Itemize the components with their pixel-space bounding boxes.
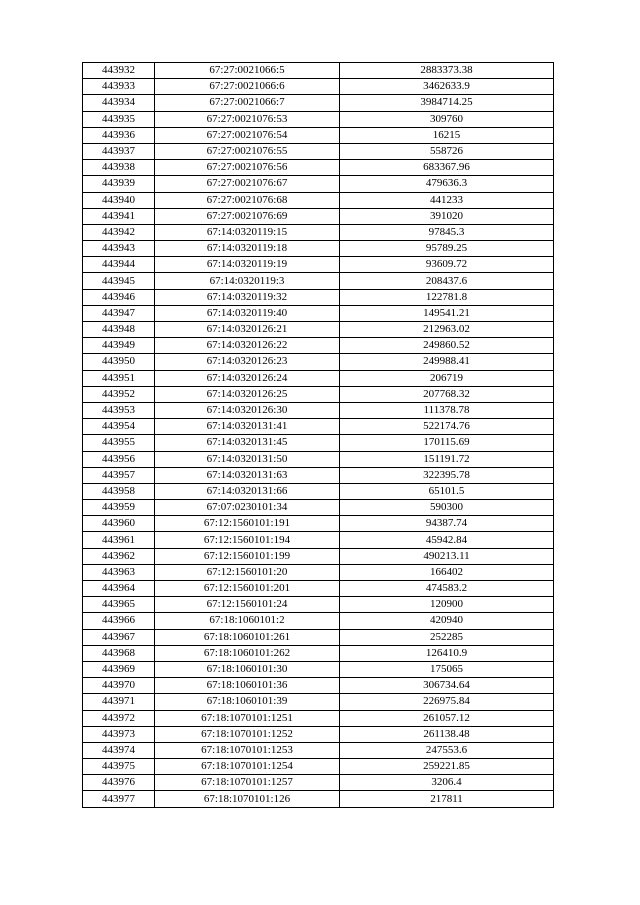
table-row: [83, 79, 554, 95]
cadastral-number-cell: 67:18:1070101:126: [155, 791, 340, 807]
value-cell: 65101.5: [340, 483, 554, 499]
cadastral-number-cell: 67:27:0021076:54: [155, 127, 340, 143]
row-number-cell: 443968: [83, 645, 155, 661]
table-row: [83, 208, 554, 224]
cadastral-number-cell: 67:14:0320119:19: [155, 257, 340, 273]
table-row: [83, 95, 554, 111]
table-row: [83, 257, 554, 273]
cadastral-number-cell: 67:14:0320119:3: [155, 273, 340, 289]
row-number-cell: 443942: [83, 224, 155, 240]
row-number-cell: 443958: [83, 483, 155, 499]
value-cell: 206719: [340, 370, 554, 386]
value-cell: 170115.69: [340, 435, 554, 451]
cadastral-number-cell: 67:27:0021076:67: [155, 176, 340, 192]
value-cell: 2883373.38: [340, 63, 554, 79]
table-row: [83, 160, 554, 176]
value-cell: 16215: [340, 127, 554, 143]
value-cell: 120900: [340, 597, 554, 613]
row-number-cell: 443960: [83, 516, 155, 532]
table-row: [83, 176, 554, 192]
table-row: [83, 322, 554, 338]
cadastral-value-table: [82, 62, 554, 808]
row-number-cell: 443966: [83, 613, 155, 629]
table-row: [83, 370, 554, 386]
value-cell: 217811: [340, 791, 554, 807]
value-cell: 391020: [340, 208, 554, 224]
row-number-cell: 443935: [83, 111, 155, 127]
cadastral-number-cell: 67:27:0021076:69: [155, 208, 340, 224]
row-number-cell: 443963: [83, 564, 155, 580]
value-cell: 111378.78: [340, 402, 554, 418]
cadastral-number-cell: 67:18:1070101:1252: [155, 726, 340, 742]
value-cell: 558726: [340, 143, 554, 159]
row-number-cell: 443946: [83, 289, 155, 305]
value-cell: 97845.3: [340, 224, 554, 240]
value-cell: 261057.12: [340, 710, 554, 726]
value-cell: 306734.64: [340, 678, 554, 694]
cadastral-number-cell: 67:12:1560101:24: [155, 597, 340, 613]
row-number-cell: 443955: [83, 435, 155, 451]
row-number-cell: 443959: [83, 500, 155, 516]
row-number-cell: 443972: [83, 710, 155, 726]
cadastral-number-cell: 67:14:0320131:66: [155, 483, 340, 499]
row-number-cell: 443944: [83, 257, 155, 273]
table-row: [83, 516, 554, 532]
row-number-cell: 443932: [83, 63, 155, 79]
row-number-cell: 443974: [83, 742, 155, 758]
table-row: [83, 305, 554, 321]
value-cell: 3206.4: [340, 775, 554, 791]
value-cell: 683367.96: [340, 160, 554, 176]
value-cell: 212963.02: [340, 322, 554, 338]
row-number-cell: 443934: [83, 95, 155, 111]
row-number-cell: 443969: [83, 661, 155, 677]
value-cell: 309760: [340, 111, 554, 127]
cadastral-number-cell: 67:27:0021076:53: [155, 111, 340, 127]
row-number-cell: 443977: [83, 791, 155, 807]
row-number-cell: 443933: [83, 79, 155, 95]
row-number-cell: 443970: [83, 678, 155, 694]
row-number-cell: 443943: [83, 241, 155, 257]
cadastral-number-cell: 67:12:1560101:194: [155, 532, 340, 548]
row-number-cell: 443952: [83, 386, 155, 402]
row-number-cell: 443949: [83, 338, 155, 354]
table-row: [83, 386, 554, 402]
row-number-cell: 443967: [83, 629, 155, 645]
value-cell: 259221.85: [340, 759, 554, 775]
cadastral-number-cell: 67:14:0320126:24: [155, 370, 340, 386]
row-number-cell: 443937: [83, 143, 155, 159]
row-number-cell: 443941: [83, 208, 155, 224]
table-row: [83, 467, 554, 483]
value-cell: 420940: [340, 613, 554, 629]
table-row: [83, 483, 554, 499]
value-cell: 94387.74: [340, 516, 554, 532]
value-cell: 166402: [340, 564, 554, 580]
table-row: [83, 694, 554, 710]
table-row: [83, 435, 554, 451]
cadastral-number-cell: 67:14:0320131:41: [155, 419, 340, 435]
value-cell: 474583.2: [340, 581, 554, 597]
cadastral-number-cell: 67:14:0320126:21: [155, 322, 340, 338]
table-row: [83, 338, 554, 354]
value-cell: 490213.11: [340, 548, 554, 564]
cadastral-number-cell: 67:12:1560101:191: [155, 516, 340, 532]
cadastral-number-cell: 67:12:1560101:199: [155, 548, 340, 564]
row-number-cell: 443953: [83, 402, 155, 418]
table-row: [83, 451, 554, 467]
value-cell: 175065: [340, 661, 554, 677]
table-row: [83, 273, 554, 289]
row-number-cell: 443962: [83, 548, 155, 564]
table-row: [83, 192, 554, 208]
document-page: [82, 62, 553, 808]
row-number-cell: 443976: [83, 775, 155, 791]
row-number-cell: 443971: [83, 694, 155, 710]
cadastral-number-cell: 67:12:1560101:201: [155, 581, 340, 597]
table-row: [83, 645, 554, 661]
cadastral-number-cell: 67:27:0021066:5: [155, 63, 340, 79]
table-row: [83, 241, 554, 257]
table-row: [83, 613, 554, 629]
row-number-cell: 443965: [83, 597, 155, 613]
value-cell: 122781.8: [340, 289, 554, 305]
table-row: [83, 564, 554, 580]
table-row: [83, 629, 554, 645]
cadastral-number-cell: 67:14:0320119:32: [155, 289, 340, 305]
row-number-cell: 443938: [83, 160, 155, 176]
cadastral-number-cell: 67:14:0320126:22: [155, 338, 340, 354]
cadastral-number-cell: 67:18:1070101:1253: [155, 742, 340, 758]
value-cell: 95789.25: [340, 241, 554, 257]
value-cell: 261138.48: [340, 726, 554, 742]
table-row: [83, 548, 554, 564]
table-row: [83, 775, 554, 791]
value-cell: 441233: [340, 192, 554, 208]
cadastral-number-cell: 67:27:0021076:68: [155, 192, 340, 208]
value-cell: 322395.78: [340, 467, 554, 483]
cadastral-number-cell: 67:14:0320119:40: [155, 305, 340, 321]
cadastral-number-cell: 67:18:1070101:1254: [155, 759, 340, 775]
cadastral-number-cell: 67:27:0021066:7: [155, 95, 340, 111]
row-number-cell: 443939: [83, 176, 155, 192]
value-cell: 590300: [340, 500, 554, 516]
cadastral-number-cell: 67:27:0021066:6: [155, 79, 340, 95]
row-number-cell: 443973: [83, 726, 155, 742]
row-number-cell: 443956: [83, 451, 155, 467]
value-cell: 247553.6: [340, 742, 554, 758]
cadastral-number-cell: 67:14:0320131:50: [155, 451, 340, 467]
cadastral-number-cell: 67:27:0021076:55: [155, 143, 340, 159]
cadastral-number-cell: 67:14:0320126:23: [155, 354, 340, 370]
cadastral-number-cell: 67:18:1060101:2: [155, 613, 340, 629]
cadastral-number-cell: 67:14:0320119:18: [155, 241, 340, 257]
value-cell: 126410.9: [340, 645, 554, 661]
table-row: [83, 726, 554, 742]
value-cell: 45942.84: [340, 532, 554, 548]
table-row: [83, 402, 554, 418]
cadastral-number-cell: 67:14:0320131:63: [155, 467, 340, 483]
cadastral-number-cell: 67:18:1060101:261: [155, 629, 340, 645]
value-cell: 151191.72: [340, 451, 554, 467]
value-cell: 3984714.25: [340, 95, 554, 111]
table-row: [83, 532, 554, 548]
table-row: [83, 419, 554, 435]
table-body: [83, 63, 554, 808]
table-row: [83, 759, 554, 775]
value-cell: 149541.21: [340, 305, 554, 321]
value-cell: 207768.32: [340, 386, 554, 402]
cadastral-number-cell: 67:18:1070101:1251: [155, 710, 340, 726]
value-cell: 249860.52: [340, 338, 554, 354]
value-cell: 208437.6: [340, 273, 554, 289]
cadastral-number-cell: 67:18:1060101:36: [155, 678, 340, 694]
cadastral-number-cell: 67:18:1070101:1257: [155, 775, 340, 791]
row-number-cell: 443975: [83, 759, 155, 775]
row-number-cell: 443964: [83, 581, 155, 597]
cadastral-number-cell: 67:14:0320119:15: [155, 224, 340, 240]
cadastral-number-cell: 67:14:0320126:30: [155, 402, 340, 418]
table-row: [83, 742, 554, 758]
table-row: [83, 581, 554, 597]
value-cell: 249988.41: [340, 354, 554, 370]
cadastral-number-cell: 67:14:0320131:45: [155, 435, 340, 451]
value-cell: 93609.72: [340, 257, 554, 273]
value-cell: 226975.84: [340, 694, 554, 710]
cadastral-number-cell: 67:18:1060101:30: [155, 661, 340, 677]
table-row: [83, 791, 554, 807]
value-cell: 479636.3: [340, 176, 554, 192]
table-row: [83, 500, 554, 516]
table-row: [83, 111, 554, 127]
row-number-cell: 443950: [83, 354, 155, 370]
table-row: [83, 63, 554, 79]
row-number-cell: 443945: [83, 273, 155, 289]
row-number-cell: 443940: [83, 192, 155, 208]
table-row: [83, 127, 554, 143]
value-cell: 3462633.9: [340, 79, 554, 95]
cadastral-number-cell: 67:12:1560101:20: [155, 564, 340, 580]
row-number-cell: 443961: [83, 532, 155, 548]
table-row: [83, 661, 554, 677]
row-number-cell: 443948: [83, 322, 155, 338]
row-number-cell: 443957: [83, 467, 155, 483]
table-row: [83, 354, 554, 370]
row-number-cell: 443936: [83, 127, 155, 143]
table-row: [83, 678, 554, 694]
row-number-cell: 443951: [83, 370, 155, 386]
cadastral-number-cell: 67:07:0230101:34: [155, 500, 340, 516]
value-cell: 252285: [340, 629, 554, 645]
table-row: [83, 224, 554, 240]
table-row: [83, 710, 554, 726]
cadastral-number-cell: 67:14:0320126:25: [155, 386, 340, 402]
row-number-cell: 443954: [83, 419, 155, 435]
cadastral-number-cell: 67:18:1060101:39: [155, 694, 340, 710]
cadastral-number-cell: 67:27:0021076:56: [155, 160, 340, 176]
value-cell: 522174.76: [340, 419, 554, 435]
table-row: [83, 143, 554, 159]
table-row: [83, 597, 554, 613]
row-number-cell: 443947: [83, 305, 155, 321]
table-row: [83, 289, 554, 305]
cadastral-number-cell: 67:18:1060101:262: [155, 645, 340, 661]
